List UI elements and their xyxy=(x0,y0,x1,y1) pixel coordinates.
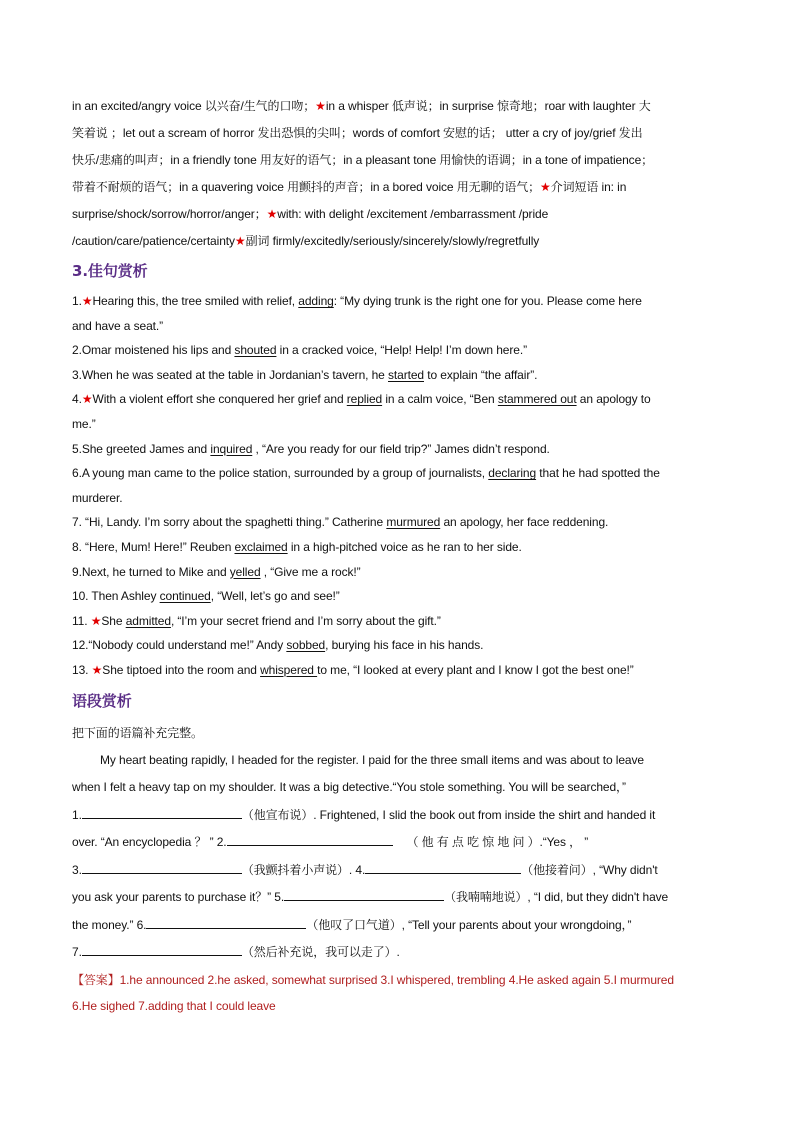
sentence-item xyxy=(72,535,726,560)
sentence-continuation: and have a seat.” xyxy=(72,318,164,333)
document-page xyxy=(72,93,726,1020)
sentence-item xyxy=(72,609,726,634)
key-verb: inquired xyxy=(210,441,253,456)
sentence-item xyxy=(72,510,726,535)
sentence-number: 3. xyxy=(72,367,82,382)
key-verb: continued xyxy=(159,589,211,604)
star-icon: ★ xyxy=(91,662,103,677)
sentence-text: an apology to xyxy=(576,392,651,407)
sentence-text: Hearing this, the tree smiled with relief, xyxy=(92,294,299,308)
phrase-list xyxy=(72,93,726,255)
sentence-text: to me, “I looked at every plant and I know I got the best one!” xyxy=(317,662,634,677)
sentence-text: , “Well, let’s go and see!” xyxy=(210,589,340,604)
passage-line: 1. （他宣布说）. Frightened, I slid the book out from inside the shirt and handed it xyxy=(72,807,656,822)
passage-line: My heart beating rapidly, I headed for the register. I paid for the three small items and was about to leave xyxy=(100,752,644,767)
sentence-text: an apology, her face reddening. xyxy=(440,515,609,530)
sentence-continuation: murderer. xyxy=(72,490,123,505)
sentence-text: : “My dying trunk is the right one for you. Please come here xyxy=(333,294,642,308)
star-icon: ★ xyxy=(266,207,278,221)
key-verb: yelled xyxy=(229,564,261,579)
phrase-line-3: 快乐/悲痛的叫声；in a friendly tone 用友好的语气；in a pleasant tone 用愉快的语调；in a tone of impatience； xyxy=(72,153,654,167)
sentence-number: 1. xyxy=(72,294,82,308)
star-icon: ★ xyxy=(81,392,93,407)
key-verb: admitted xyxy=(125,613,171,628)
answer-line: 6.He sighed 7.adding that I could leave xyxy=(72,999,276,1013)
answer-key xyxy=(72,967,726,1020)
sentence-text: in a calm voice, “Ben xyxy=(382,392,498,407)
star-icon: ★ xyxy=(81,294,93,308)
answer-blank-4[interactable] xyxy=(365,861,521,874)
sentence-text: in a high-pitched voice as he ran to her side. xyxy=(287,539,522,554)
key-verb: replied xyxy=(346,392,383,407)
sentence-number: 4. xyxy=(72,392,82,407)
star-icon: ★ xyxy=(90,613,102,628)
sentence-text: , “Are you ready for our field trip?” James didn’t respond. xyxy=(252,441,550,456)
star-icon: ★ xyxy=(540,180,551,194)
sentence-number: 8. xyxy=(72,539,86,554)
sentence-text: She tiptoed into the room and xyxy=(102,662,261,677)
passage-line: when I felt a heavy tap on my shoulder. It was a big detective.“You stole something. You will be searched，” xyxy=(72,780,626,794)
sentence-number: 12. xyxy=(72,638,89,653)
sentence-text: that he had spotted the xyxy=(536,466,660,481)
phrase-line-2: 笑着说 ；let out a scream of horror 发出恐惧的尖叫；words of comfort 安慰的话； utter a cry of joy/grief 发出 xyxy=(72,126,643,140)
answer-line: 【答案】1.he announced 2.he asked, somewhat surprised 3.I whispered, trembling 4.He asked again 5.I murmured xyxy=(72,972,674,987)
phrase-line-1: in an excited/angry voice 以兴奋/生气的口吻；★in a whisper 低声说；in surprise 惊奇地；roar with laughter 大 xyxy=(72,99,651,113)
key-verb: whispered xyxy=(260,662,318,677)
sentence-number: 9. xyxy=(72,564,82,579)
sentence-list xyxy=(72,289,726,683)
star-icon: ★ xyxy=(234,234,246,248)
phrase-line-6: /caution/care/patience/certainty★副词 firmly/excitedly/seriously/sincerely/slowly/regretfully xyxy=(72,234,540,248)
passage-line: over. “An encyclopedia ？ ” 2. （ 他 有 点 吃 惊 地 问 ）.“Yes ， ” xyxy=(72,835,589,849)
sentence-item xyxy=(72,363,726,388)
phrase-line-5: surprise/shock/sorrow/horror/anger；★with: with delight /excitement /embarrassment /pride xyxy=(72,207,549,221)
answer-blank-3[interactable] xyxy=(82,861,242,874)
sentence-text: “Nobody could understand me!” Andy xyxy=(88,638,287,653)
sentence-text: “Here, Mum! Here!” Reuben xyxy=(85,539,235,554)
passage xyxy=(72,747,726,967)
sentence-text: in a cracked voice, “Help! Help! I’m down here.” xyxy=(276,343,527,358)
sentence-text: , burying his face in his hands. xyxy=(325,638,484,653)
star-icon: ★ xyxy=(315,99,326,113)
answer-tag: 【答案】 xyxy=(72,972,120,987)
passage-line: you ask your parents to purchase it？” 5. （我喃喃地说）, “I did, but they didn't have xyxy=(72,890,669,904)
sentence-item xyxy=(72,461,726,486)
sentence-text: She greeted James and xyxy=(81,441,211,456)
sentence-text: A young man came to the police station, surrounded by a group of journalists, xyxy=(81,466,489,481)
sentence-item xyxy=(72,338,726,363)
passage-line: the money.” 6. （他叹了口气道）, “Tell your parents about your wrongdoing，” xyxy=(72,917,632,932)
sentence-number: 5. xyxy=(72,441,82,456)
key-verb: murmured xyxy=(386,515,441,530)
passage-line: 3. （我颤抖着小声说）. 4. （他接着问）, “Why didn't xyxy=(72,862,658,877)
sentence-item xyxy=(72,633,726,658)
key-verb: exclaimed xyxy=(234,539,288,554)
sentence-number: 2. xyxy=(72,343,82,358)
answer-blank-5[interactable] xyxy=(284,888,444,901)
sentence-number: 6. xyxy=(72,466,82,481)
sentence-item xyxy=(72,560,726,585)
key-verb: shouted xyxy=(234,343,277,358)
key-verb: declaring xyxy=(488,466,537,481)
instruction: 把下面的语篇补充完整。 xyxy=(72,725,203,740)
phrase-line-4: 带着不耐烦的语气；in a quavering voice 用颤抖的声音；in a bored voice 用无聊的语气；★介词短语 in: in xyxy=(72,180,627,194)
passage-line: 7. （然后补充说，我可以走了）. xyxy=(72,945,400,959)
answer-blank-7[interactable] xyxy=(82,943,242,956)
sentence-text: With a violent effort she conquered her grief and xyxy=(92,392,347,407)
key-verb: stammered out xyxy=(497,392,577,407)
sentence-text: When he was seated at the table in Jordanian’s tavern, he xyxy=(81,367,388,382)
sentence-number: 11. xyxy=(72,613,91,628)
key-verb: sobbed xyxy=(286,638,326,653)
key-verb: started xyxy=(388,367,424,382)
sentence-text: , “Give me a rock!” xyxy=(260,564,361,579)
sentence-text: Next, he turned to Mike and xyxy=(81,564,230,579)
section-title-passage: 语段赏析 xyxy=(72,691,132,710)
answer-blank-6[interactable] xyxy=(146,916,306,929)
sentence-item xyxy=(72,387,726,412)
sentence-item xyxy=(72,658,726,683)
sentence-text: Then Ashley xyxy=(91,589,160,604)
sentence-text: Omar moistened his lips and xyxy=(81,343,235,358)
sentence-text: , “I’m your secret friend and I’m sorry about the gift.” xyxy=(170,613,441,628)
answer-blank-2[interactable] xyxy=(227,833,393,846)
key-verb: adding xyxy=(298,294,334,308)
section-title-sentences: 3.佳句赏析 xyxy=(72,262,148,280)
sentence-number: 13. xyxy=(72,662,92,677)
sentence-text: to explain “the affair”. xyxy=(424,367,538,382)
answer-blank-1[interactable] xyxy=(82,806,242,819)
sentence-number: 7. xyxy=(72,515,86,530)
sentence-item xyxy=(72,584,726,609)
sentence-item xyxy=(72,289,726,314)
sentence-continuation: me.” xyxy=(72,416,96,431)
sentence-text: “Hi, Landy. I’m sorry about the spaghetti thing.” Catherine xyxy=(85,515,387,530)
sentence-text: She xyxy=(101,613,126,628)
sentence-item xyxy=(72,437,726,462)
sentence-number: 10. xyxy=(72,589,92,604)
